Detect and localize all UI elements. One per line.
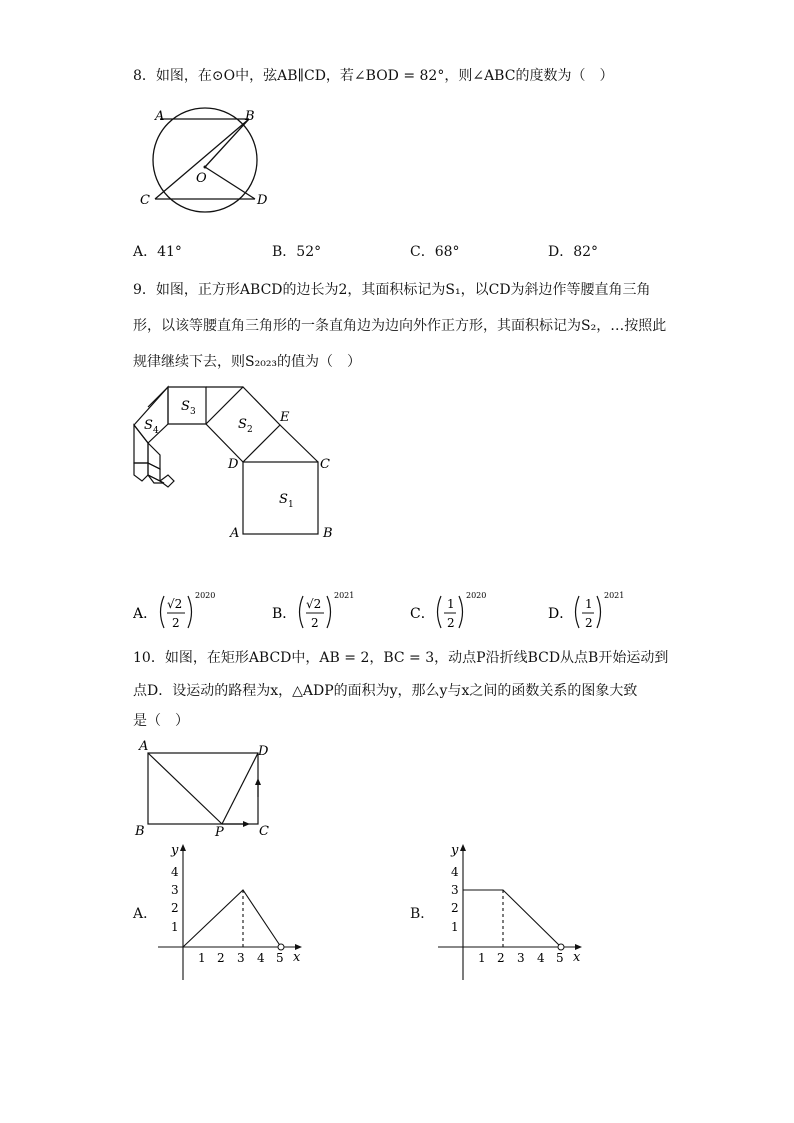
svg-text:2: 2 [451, 901, 459, 915]
q8-option-c[interactable]: C．68° [410, 244, 460, 260]
segment-pd [222, 753, 258, 824]
segment-bc [155, 119, 249, 199]
svg-text:A．: A． [133, 606, 158, 622]
rect-abcd [148, 753, 258, 824]
svg-text:3: 3 [451, 883, 459, 897]
svg-text:4: 4 [451, 865, 459, 879]
svg-text:1: 1 [585, 597, 593, 611]
svg-text:x: x [293, 950, 301, 965]
label-a: A [230, 526, 240, 541]
svg-text:D．: D． [548, 606, 574, 622]
svg-text:2: 2 [247, 425, 253, 435]
svg-text:2: 2 [585, 616, 593, 630]
svg-text:2: 2 [171, 901, 179, 915]
svg-text:4: 4 [171, 865, 179, 879]
q8-option-d[interactable]: D．82° [548, 244, 599, 260]
q10-line2: 点D．设运动的路程为x，△ADP的面积为y，那么y与x之间的函数关系的图象大致 [133, 683, 638, 699]
q10-line1: 10．如图，在矩形ABCD中，AB = 2，BC = 3，动点P沿折线BCD从点B开始运动到 [133, 650, 669, 666]
svg-text:3: 3 [517, 951, 525, 965]
segment-bo [205, 119, 249, 167]
svg-text:C．: C． [410, 606, 435, 622]
label-c: C [140, 193, 150, 208]
svg-text:2020: 2020 [195, 591, 216, 600]
q10-rectangle-figure [133, 737, 283, 839]
label-b: B [323, 526, 333, 541]
q9-line2: 形，以该等腰直角三角形的一条直角边为边向外作正方形，其面积标记为S₂，…按照此 [133, 318, 667, 334]
q9-option-b[interactable] [272, 588, 372, 638]
q9-line3: 规律继续下去，则S₂₀₂₃的值为（ ） [133, 354, 362, 370]
svg-text:B．: B． [272, 606, 297, 622]
svg-text:3: 3 [237, 951, 245, 965]
svg-text:2: 2 [217, 951, 225, 965]
label-a: A [155, 109, 165, 124]
label-a: A [139, 739, 149, 754]
label-c: C [259, 824, 269, 839]
svg-text:2021: 2021 [334, 591, 355, 600]
graph-b-open-point [558, 944, 564, 950]
q9-option-c[interactable] [410, 588, 510, 638]
q8-circle-figure [135, 105, 275, 217]
q10-line3: 是（ ） [133, 713, 189, 729]
svg-text:2: 2 [172, 616, 180, 630]
center-dot [204, 166, 207, 169]
segment-od [205, 167, 255, 199]
svg-text:√2: √2 [306, 597, 322, 611]
svg-text:2: 2 [311, 616, 319, 630]
svg-text:1: 1 [171, 920, 179, 934]
label-b: B [245, 109, 255, 124]
graph-a-open-point [278, 944, 284, 950]
label-s1: S [279, 492, 288, 507]
label-s2: S [238, 417, 247, 432]
q8-option-b[interactable]: B．52° [272, 244, 322, 260]
graph-b-line [463, 890, 561, 947]
label-s4: S [144, 418, 153, 433]
label-d: D [257, 193, 268, 208]
label-o: O [196, 171, 207, 186]
q10-option-b-label[interactable]: B． [410, 906, 435, 922]
svg-text:1: 1 [478, 951, 486, 965]
q9-spiral-figure [130, 383, 350, 543]
svg-text:4: 4 [153, 426, 159, 436]
svg-text:3: 3 [171, 883, 179, 897]
label-b: B [135, 824, 145, 839]
q9-line1: 9．如图，正方形ABCD的边长为2，其面积标记为S₁，以CD为斜边作等腰直角三角 [133, 282, 651, 298]
label-p: P [215, 825, 224, 839]
graph-a-line [183, 890, 281, 947]
svg-text:2020: 2020 [466, 591, 487, 600]
label-c: C [320, 457, 330, 472]
q9-option-a[interactable] [133, 588, 233, 638]
label-e: E [280, 410, 290, 425]
svg-text:4: 4 [257, 951, 265, 965]
svg-text:5: 5 [276, 951, 284, 965]
q10-graph-a[interactable] [153, 840, 313, 985]
svg-text:x: x [573, 950, 581, 965]
svg-text:y: y [171, 843, 179, 858]
svg-text:1: 1 [288, 500, 294, 510]
svg-text:y: y [451, 843, 459, 858]
svg-text:2021: 2021 [604, 591, 625, 600]
svg-text:3: 3 [190, 407, 196, 417]
q9-option-d[interactable] [548, 588, 648, 638]
q10-graph-b[interactable] [433, 840, 593, 985]
svg-text:1: 1 [198, 951, 206, 965]
svg-text:1: 1 [447, 597, 455, 611]
q10-option-a-label[interactable]: A． [133, 906, 158, 922]
svg-text:1: 1 [451, 920, 459, 934]
segment-ce [280, 425, 318, 462]
q8-option-a[interactable]: A．41° [133, 244, 182, 260]
label-s3: S [181, 399, 190, 414]
q8-stem: 8．如图，在⊙O中，弦AB∥CD，若∠BOD = 82°，则∠ABC的度数为（ ） [133, 68, 614, 84]
segment-ap [148, 753, 222, 824]
square-s4 [134, 387, 168, 443]
label-d: D [258, 744, 269, 759]
svg-text:2: 2 [447, 616, 455, 630]
svg-text:4: 4 [537, 951, 545, 965]
svg-text:√2: √2 [167, 597, 183, 611]
svg-text:5: 5 [556, 951, 564, 965]
circle-o [153, 108, 257, 212]
svg-text:2: 2 [497, 951, 505, 965]
label-d: D [228, 457, 239, 472]
